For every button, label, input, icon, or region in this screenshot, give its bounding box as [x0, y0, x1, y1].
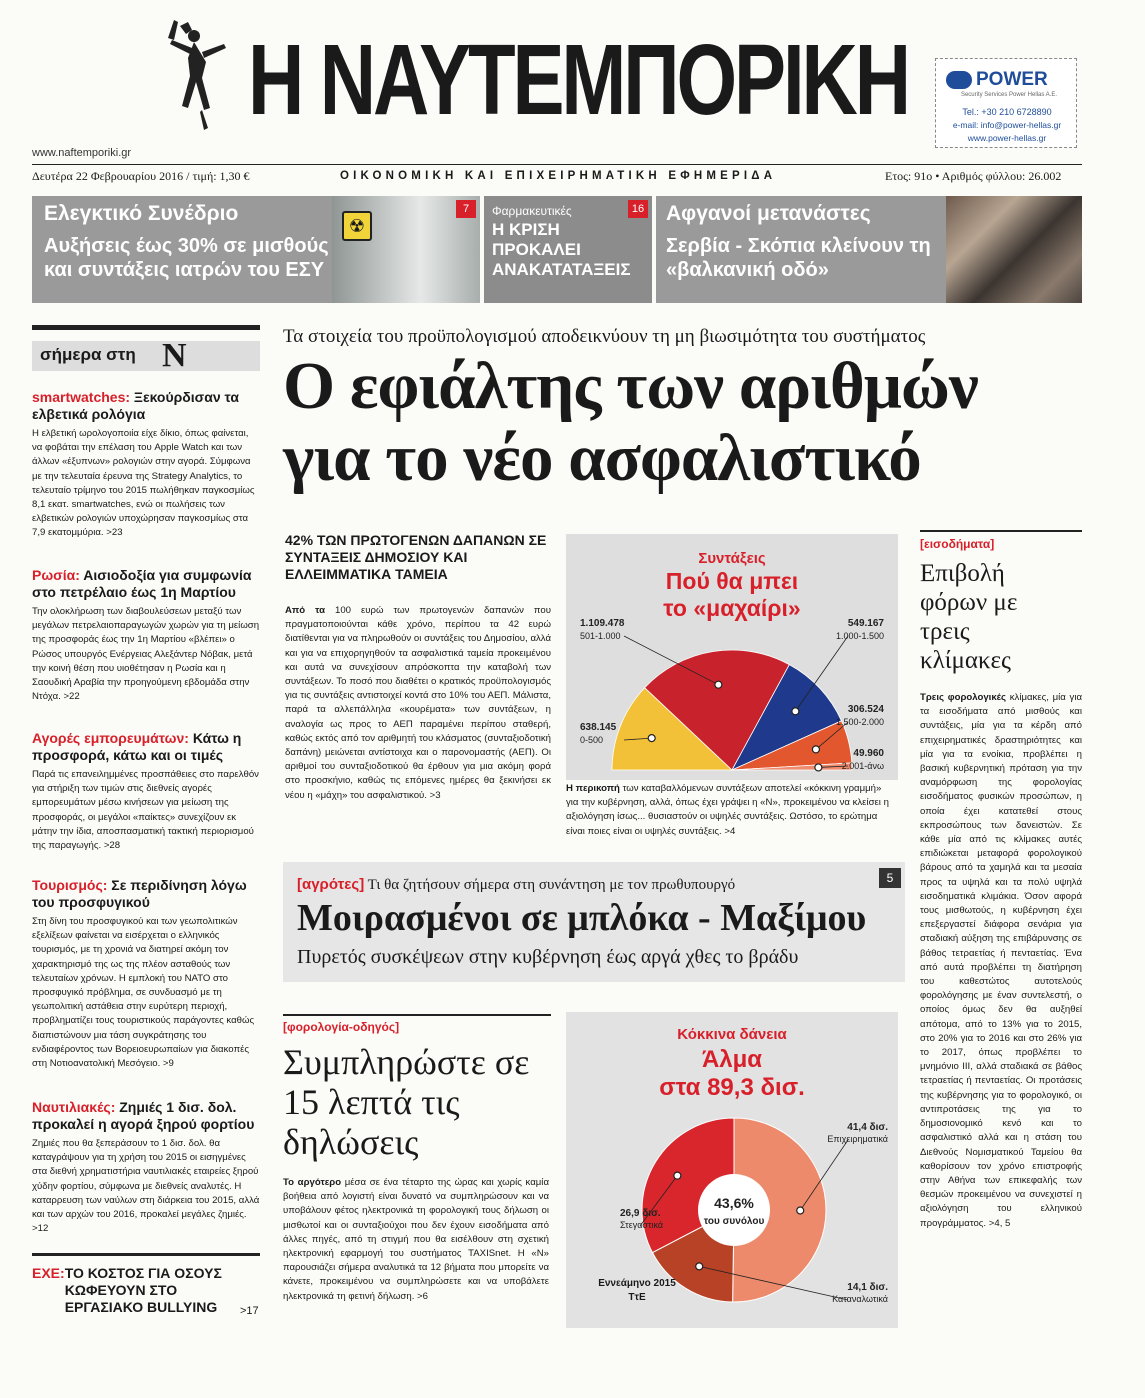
chart-2-category-label: Καταναλωτικά: [832, 1294, 888, 1304]
tax-headline: Επιβολή φόρων με τρεις κλίμακες: [920, 560, 1018, 674]
chart-2-title-2: στα 89,3 δισ.: [659, 1074, 805, 1101]
main-lead: Από τα: [285, 605, 326, 616]
teaser-1-text: Αυξήσεις έως 30% σε μισθούς και συντάξεις ιατρών του ΕΣΥ: [44, 235, 329, 281]
tax-top-rule: [920, 530, 1082, 532]
chart-1-marker: [812, 746, 819, 753]
ad-tel: Tel.: +30 210 6728890: [962, 107, 1052, 117]
chart-1-marker: [792, 708, 799, 715]
guide-top-rule: [283, 1014, 551, 1016]
loans-chart: [566, 1012, 898, 1328]
sidebar-item-kicker: Ναυτιλιακές:: [32, 1099, 116, 1115]
sidebar-item-kicker: smartwatches:: [32, 389, 131, 405]
chart-1-marker: [648, 735, 655, 742]
chart-1-marker: [815, 764, 822, 771]
teaser-3-photo: [946, 196, 1082, 303]
chart-1-caption-text: των καταβαλλόμενων συντάξεων αποτελεί «κόκκινη γραμμή» για την κυβέρνηση, αλλά, όπως έχει γράψει η «Ν», προκειμένου να κλείσει η αξιολόγηση ίσως... θυσιαστούν οι υψηλές συντάξεις. Ωστόσο, το ερώτημα είναι ποιες είναι οι υψηλές συντάξεις. >4: [566, 783, 889, 837]
guide-headline: Συμπληρώστε σε 15 λεπτά τις δηλώσεις: [283, 1042, 530, 1162]
chart-1-subtitle: Συντάξεις: [698, 550, 766, 567]
sidebar-item-kicker: Ρωσία:: [32, 567, 80, 583]
chart-1-title: Πού θα μπει το «μαχαίρι»: [663, 568, 801, 621]
chart-2-subtitle: Κόκκινα δάνεια: [677, 1026, 787, 1043]
tax-body-text: κλίμακες, μία για τα εισοδήματα από μισθούς και συντάξεις, μία για τα κέρδη από επιχειρηματικές δραστηριότητες και μία για τα ενοίκια, προβλέπει η βασική κυβερνητική πρόταση για την αναμόρφωση της φορολογίας εισοδήματος φυσικών προσώπων, η οποία έχει κατατεθεί στους εκπροσώπους των δανειστών. Σε κάθε μία από τις κλίμακες αυτές επιδιώκεται μεταφορά φορολογικού βάρους από τα χαμηλά και τα μεσαία προς τα υψηλά και τα πολύ υψηλά εισοδηματικά κλιμάκια. Όσον αφορά τους μισθωτούς, η κυβέρνηση έχει επεξεργαστεί διάφορα σενάρια για σταδιακή αύξηση της επιβάρυνσης σε βάθος τετραετίας ή πενταετίας. Ένα από αυτά προβλέπει τη διατήρηση του καθεστώτος αυτοτελούς φορολόγησης με έναν συντελεστή, ο οποίος όμως δεν θα αυξηθεί απότομα, από το 13% για το 2015, στο 20% για το 2016 και στο 26% για το 2017, όπως προβλέπει το μνημόνιο ΙΙΙ, αλλά σταδιακά σε βάθος τετραετίας ή πενταετίας. Οι προτάσεις της κυβέρνησης για το φορολογικό, οι αντιπροτάσεις της για το δημοσιονομικό κενό και το ασφαλιστικό αλλά και η στάση του Διεθνούς Νομισματικού Ταμείου θα καθορίσουν τον χρόνο επιστροφής στην Αθήνα των επικεφαλής των θεσμών προκειμένου να συνεχιστεί η αξιολόγηση του ελληνικού προγράμματος. >4, 5: [920, 692, 1083, 1229]
teaser-3-title: Αφγανοί μετανάστες: [666, 202, 871, 225]
tax-body: [920, 691, 1082, 1231]
teaser-2-page: 16: [628, 200, 648, 218]
chart-1-value-label: 638.145: [580, 722, 617, 733]
chart-2-value-label: 41,4 δισ.: [847, 1122, 888, 1133]
teaser-1[interactable]: [32, 196, 480, 303]
chart-1-category-label: 0-500: [580, 735, 604, 745]
chart-2-title-1: Άλμα: [701, 1046, 763, 1073]
main-body: [285, 604, 551, 803]
farmers-box[interactable]: [283, 862, 905, 982]
guide-section: [φορολογία-οδηγός]: [283, 1020, 400, 1034]
sidebar-item-text: Η ελβετική ωρολογοποιία είχε δίκιο, όπως φαίνεται, να φοβάται την επέλαση του Apple Watch και των άλλων «έξυπνων» ρολογιών στην αγορά. Σύμφωνα με την τελευταία έρευνα της Strategy Analytics, το τελευταίο τρίμηνο του 2015 πωλήθηκαν παγκοσμίως 8,1 εκατ. smartwatches, ενώ οι πωλήσεις των ελβετικών ρολογιών υποχώρησαν παγκοσμίως στα 7,9 εκατομμύρια. >23: [32, 428, 255, 539]
ad-web: www.power-hellas.gr: [967, 133, 1047, 143]
exe-text: ΤΟ ΚΟΣΤΟΣ ΓΙΑ ΟΣΟΥΣ ΚΩΦΕΥΟΥΝ ΣΤΟ ΕΡΓΑΣΙΑΚΟ BULLYING: [64, 1265, 222, 1315]
chart-1-marker: [715, 681, 722, 688]
chart-1-value-label: 306.524: [847, 704, 884, 715]
pensions-chart: [566, 534, 898, 780]
chart-1-caption: [566, 782, 896, 839]
ad-brand: POWER: [976, 69, 1048, 90]
chart-2-center-value: 43,6%: [714, 1195, 754, 1211]
teaser-2[interactable]: [484, 196, 652, 303]
chart-2-value-label: 26,9 δισ.: [620, 1208, 661, 1219]
ad-subline: Security Services Power Hellas A.E.: [960, 92, 1058, 98]
chart-1-value-label: 549.167: [847, 618, 884, 629]
chart-2-center-label: του συνόλου: [703, 1216, 765, 1227]
main-headline-line-2: για το νέο ασφαλιστικό: [283, 421, 921, 495]
teaser-2-text: Η ΚΡΙΣΗ ΠΡΟΚΑΛΕΙ ΑΝΑΚΑΤΑΤΑΞΕΙΣ: [492, 220, 631, 279]
chart-2-marker: [674, 1172, 681, 1179]
ad-email: e-mail: info@power-hellas.gr: [952, 120, 1062, 130]
sidebar-item-title: Κάτω η προσφορά, κάτω και οι τιμές: [32, 730, 242, 763]
chart-2-note-2: ΤτΕ: [628, 1292, 646, 1303]
sidebar-item-text: Την ολοκλήρωση των διαβουλεύσεων μεταξύ των μεγάλων πετρελαιοπαραγωγών χωρών για τη μείωση της προσφοράς έως την 1η Μαρτίου «βλέπει» ο Ρώσος υπουργός Ενέργειας Αλεξάντερ Νόβακ, μετά την κοινή θέση που υιοθέτησαν η Ρωσία και η Σαουδική Αραβία την προηγούμενη εβδομάδα στην Ντόχα. >22: [32, 606, 260, 703]
sidebar-item-title: Σε περιδίνηση λόγω του προσφυγικού: [32, 877, 247, 910]
main-headline-line-1: Ο εφιάλτης των αριθμών: [283, 349, 978, 423]
chart-1-svg: [566, 534, 898, 780]
guide-body: [283, 1176, 549, 1304]
sidebar-header: [32, 337, 260, 374]
exe-page: >17: [240, 1305, 259, 1317]
chart-1-category-label: 2.001-άνω: [841, 761, 884, 771]
farmers-overline-text: Τι θα ζητήσουν σήμερα στη συνάντηση με τον πρωθυπουργό: [364, 877, 736, 893]
farmers-overline: [297, 876, 735, 894]
teaser-3[interactable]: [656, 196, 1082, 303]
sidebar-item-kicker: Τουρισμός:: [32, 877, 108, 893]
sidebar-item-title: Ξεκούρδισαν τα ελβετικά ρολόγια: [32, 389, 239, 422]
masthead-divider: [32, 164, 1082, 165]
radiation-sign-icon: ☢: [342, 211, 372, 241]
chart-2-marker: [797, 1207, 804, 1214]
sidebar-item[interactable]: [32, 877, 260, 1071]
overline: Τα στοιχεία του προϋπολογισμού αποδεικνύουν τη μη βιωσιμότητα του συστήματος: [283, 326, 926, 347]
power-ad[interactable]: [935, 58, 1077, 148]
chart-2-note-1: Εννεάμηνο 2015: [598, 1278, 676, 1289]
teaser-3-text: Σερβία - Σκόπια κλείνουν τη «βαλκανική οδό»: [666, 235, 931, 281]
issue-info: Ετος: 91ο • Αριθμός φύλλου: 26.002: [885, 169, 1062, 183]
guide-body-text: μέσα σε ένα τέταρτο της ώρας και χωρίς καμία βοήθεια από λογιστή είναι δυνατό να συμπληρώσουν και να υποβάλουν φέτος ηλεκτρονικά τη φορολογική τους δήλωση οι μισθωτοί και οι συνταξιούχοι που δεν έχουν εισοδήματα από άλλες πηγές, από τη στιγμή που θα εισέλθουν στη σχετική ηλεκτρονική εφαρμογή του συστήματος TAXISnet. Η «Ν» παρουσιάζει σήμερα αναλυτικά τα 12 βήματα που μπορείτε να κάνετε, προκειμένου να συμπληρώσετε και να υποβάλετε ηλεκτρονικά τη φετινή δήλωση. >6: [283, 1177, 549, 1302]
tax-column: [920, 530, 1084, 1231]
exe-kicker: ΕΧΕ:: [32, 1265, 65, 1281]
tax-lead: Τρεις φορολογικές: [920, 692, 1006, 703]
sidebar-divider: [32, 1253, 260, 1256]
sidebar-item[interactable]: [32, 1099, 260, 1236]
sidebar-item[interactable]: [32, 567, 260, 704]
sidebar-item-title: Αισιοδοξία για συμφωνία στο πετρέλαιο έως 1η Μαρτίου: [32, 567, 252, 600]
sidebar-item-title: Ζημιές 1 δισ. δολ. προκαλεί η αγορά ξηρού φορτίου: [32, 1099, 255, 1132]
chart-2-marker: [696, 1263, 703, 1270]
tax-section: [εισοδήματα]: [920, 537, 995, 551]
chart-2-value-label: 14,1 δισ.: [847, 1282, 888, 1293]
chart-1-value-label: 1.109.478: [580, 618, 625, 629]
chart-1-category-label: 501-1.000: [580, 631, 621, 641]
tagline: ΟΙΚΟΝΟΜΙΚΗ ΚΑΙ ΕΠΙΧΕΙΡΗΜΑΤΙΚΗ ΕΦΗΜΕΡΙΔΑ: [340, 170, 777, 182]
chart-2-category-label: Επιχειρηματικά: [827, 1134, 888, 1144]
sidebar: [32, 325, 260, 1325]
teaser-1-page: 7: [456, 200, 476, 218]
sidebar-exe[interactable]: [32, 1265, 260, 1316]
sidebar-logo-letter: Ν: [162, 337, 187, 374]
farmers-headline: Μοιρασμένοι σε μπλόκα - Μαξίμου: [297, 897, 867, 939]
chart-1-caption-bold: Η περικοπή: [566, 783, 620, 794]
farmers-page: 5: [879, 868, 901, 888]
website-url[interactable]: www.naftemporiki.gr: [32, 147, 132, 159]
farmers-kicker: [αγρότες]: [297, 876, 365, 893]
chart-2-category-label: Στεγαστικά: [620, 1220, 664, 1230]
sidebar-top-rule: [32, 325, 260, 330]
guide-lead: Το αργότερο: [283, 1177, 342, 1188]
teaser-1-title: Ελεγκτικό Συνέδριο: [44, 202, 239, 225]
main-subhead: 42% ΤΩΝ ΠΡΩΤΟΓΕΝΩΝ ΔΑΠΑΝΩΝ ΣΕ ΣΥΝΤΑΞΕΙΣ ΔΗΜΟΣΙΟΥ ΚΑΙ ΕΛΛΕΙΜΜΑΤΙΚΑ ΤΑΜΕΙΑ: [285, 532, 547, 582]
guide: [283, 1014, 553, 1304]
chart-1-category-label: 1.000-1.500: [835, 631, 884, 641]
main-body-text: 100 ευρώ των πρωτογενών δαπανών που πραγματοποιούνται κάθε χρόνο, περίπου τα 42 ευρώ διατίθενται για να πληρωθούν οι συντάξεις του Δημοσίου, αλλά και για να επιχορηγηθούν τα ασφαλιστικά ταμεία προκειμένου και αυτά να συνεχίσουν απρόσκοπτα την καταβολή των συντάξεων. Το ποσό που διαθέτει ο κρατικός προϋπολογισμός για τις συντάξεις αντιστοιχεί κοντά στο 10% του ΑΕΠ. Μάλιστα, παρά τα αλλεπάλληλα «κουρέματα» των συντάξεων, η αναλογία ως προς το ΑΕΠ παραμένει περίπου σταθερή, καθώς εκτός από τον αριθμητή του κλάσματος (συνταξιοδοτική δαπάνη) μειώνεται αντίστοιχα και ο παρονομαστής (ΑΕΠ). Οι αριθμοί του συνταξιοδοτικού θα έρθουν για μια ακόμη φορά στο προσκήνιο, καθώς τις επόμενες ημέρες θα ξεκινήσει εκ νέου η «μάχη» του ασφαλιστικού. >3: [285, 605, 551, 801]
power-logo-icon: [946, 71, 972, 89]
hermes-logo-icon: [158, 18, 238, 138]
sidebar-item-text: Ζημιές που θα ξεπεράσουν το 1 δισ. δολ. θα καταγράψουν για τη χρήση του 2015 οι εισηγμένες στα διεθνή χρηματιστήρια ναυτιλιακές εταιρείες ξηρού χύδην φορτίου, σύμφωνα με διεθνείς αναλυτές. Η καταρρευση των ναύλων στη διάρκεια του 2015, αλλά και των αρχών του 2016, προκαλεί μεγάλες ζημιές. >12: [32, 1138, 260, 1235]
sidebar-item-text: Στη δίνη του προσφυγικού και των γεωπολιτικών εξελίξεων φαίνεται να εισέρχεται ο ελληνικός τουρισμός, με τη χρονιά να διατηρεί ακόμη τον χαρακτηρισμό της ως της πλέον ασταθούς των τελευταίων χρόνων. Η εμπλοκή του ΝΑΤΟ στο προσφυγικό πρόβλημα, σε συνδυασμό με τη γεωπολιτική αστάθεια στην ευρύτερη περιοχή, προβληματίζει τους τουριστικούς παράγοντες καθώς διαπιστώνουν μια τάση συγκράτησης του ενδιαφέροντος των Βορειοευρωπαίων για διακοπές στη Νοτιοανατολική Μεσόγειο. >9: [32, 916, 255, 1070]
sidebar-item-kicker: Αγορές εμπορευμάτων:: [32, 730, 189, 746]
sidebar-item[interactable]: [32, 389, 260, 541]
newspaper-title: Η ΝΑΥΤΕΜΠΟΡΙΚΗ: [248, 24, 908, 136]
teaser-bar: [32, 196, 1082, 303]
sidebar-item-text: Παρά τις επανειλημμένες προσπάθειες στο παρελθόν για στήριξη των τιμών στις διεθνείς αγορές εμπορευμάτων μέσω κινήσεων για μείωση της προσφοράς, οι μεγάλοι «παίκτες» συνεχίζουν εκ μάτην την ίδια, αποσπασματική τακτική περιορισμού της παραγωγής. >28: [32, 769, 259, 852]
chart-1-value-label: 49.960: [853, 748, 884, 759]
farmers-subhead: Πυρετός συσκέψεων στην κυβέρνηση έως αργά χθες το βράδυ: [297, 946, 799, 968]
sidebar-item[interactable]: [32, 730, 260, 853]
chart-1-category-label: 1.500-2.000: [835, 717, 884, 727]
date-price: Δευτέρα 22 Φεβρουαρίου 2016 / τιμή: 1,30 €: [32, 169, 250, 183]
sidebar-header-label: σήμερα στη: [40, 345, 136, 364]
teaser-2-kicker: Φαρμακευτικές: [492, 204, 572, 218]
